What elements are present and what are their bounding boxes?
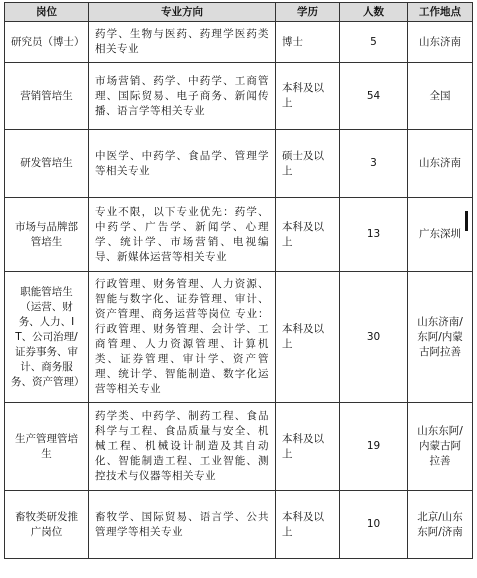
cell-direction: 行政管理、财务管理、人力资源、智能与数字化、证券管理、审计、资产管理、商务运营等岗位 专业：行政管理、财务管理、会计学、工商管理、人力资源管理、计算机类、证券管理、审计学、资产管理、统计学、智能制造、数字化运营等相关专业 — [89, 272, 276, 403]
cell-location: 全国 — [408, 63, 473, 130]
cell-count: 54 — [340, 63, 408, 130]
cell-location: 山东济南 — [408, 22, 473, 63]
table-row — [5, 491, 473, 559]
cell-direction: 市场营销、药学、中药学、工商管理、国际贸易、电子商务、新闻传播、语言学等相关专业 — [89, 63, 276, 130]
header-position: 岗位 — [5, 3, 89, 22]
table-row — [5, 198, 473, 272]
cell-position: 职能管培生（运营、财务、人力、IT、公司治理/证券事务、审计、商务服务、资产管理） — [5, 272, 89, 403]
cell-location: 山东济南 — [408, 130, 473, 198]
cell-position: 研发管培生 — [5, 130, 89, 198]
cell-direction: 畜牧学、国际贸易、语言学、公共管理学等相关专业 — [89, 491, 276, 559]
cell-education: 本科及以上 — [276, 272, 340, 403]
table-row — [5, 63, 473, 130]
cell-location: 山东东阿/内蒙古阿拉善 — [408, 403, 473, 491]
header-education: 学历 — [276, 3, 340, 22]
cell-direction: 专业不限，以下专业优先：药学、中药学、广告学、新闻学、心理学、统计学、市场营销、电视编导、新媒体运营等相关专业 — [89, 198, 276, 272]
cell-position: 生产管理管培生 — [5, 403, 89, 491]
table-row — [5, 130, 473, 198]
table-row — [5, 22, 473, 63]
cell-count: 30 — [340, 272, 408, 403]
cell-position: 畜牧类研发推广岗位 — [5, 491, 89, 559]
table-row — [5, 272, 473, 403]
table-header-row — [5, 3, 473, 22]
cell-position: 研究员（博士） — [5, 22, 89, 63]
cell-position: 营销管培生 — [5, 63, 89, 130]
cell-position: 市场与品牌部管培生 — [5, 198, 89, 272]
cell-count: 19 — [340, 403, 408, 491]
cell-location: 山东济南/东阿/内蒙古阿拉善 — [408, 272, 473, 403]
cell-location: 广东深圳 — [408, 198, 473, 272]
cell-education: 本科及以上 — [276, 63, 340, 130]
cell-count: 3 — [340, 130, 408, 198]
cell-direction: 药学、生物与医药、药理学医药类相关专业 — [89, 22, 276, 63]
table-edge-mark — [465, 211, 468, 231]
recruitment-table — [4, 2, 473, 559]
cell-education: 本科及以上 — [276, 491, 340, 559]
header-count: 人数 — [340, 3, 408, 22]
cell-education: 硕士及以上 — [276, 130, 340, 198]
cell-direction: 中医学、中药学、食品学、管理学等相关专业 — [89, 130, 276, 198]
cell-education: 本科及以上 — [276, 198, 340, 272]
cell-direction: 药学类、中药学、制药工程、食品科学与工程、食品质量与安全、机械工程、机械设计制造及其自动化、智能制造工程、工业智能、测控技术与仪器等相关专业 — [89, 403, 276, 491]
header-direction: 专业方向 — [89, 3, 276, 22]
cell-count: 13 — [340, 198, 408, 272]
header-location: 工作地点 — [408, 3, 473, 22]
table-row — [5, 403, 473, 491]
cell-education: 博士 — [276, 22, 340, 63]
cell-count: 5 — [340, 22, 408, 63]
cell-education: 本科及以上 — [276, 403, 340, 491]
cell-count: 10 — [340, 491, 408, 559]
cell-location: 北京/山东东阿/济南 — [408, 491, 473, 559]
